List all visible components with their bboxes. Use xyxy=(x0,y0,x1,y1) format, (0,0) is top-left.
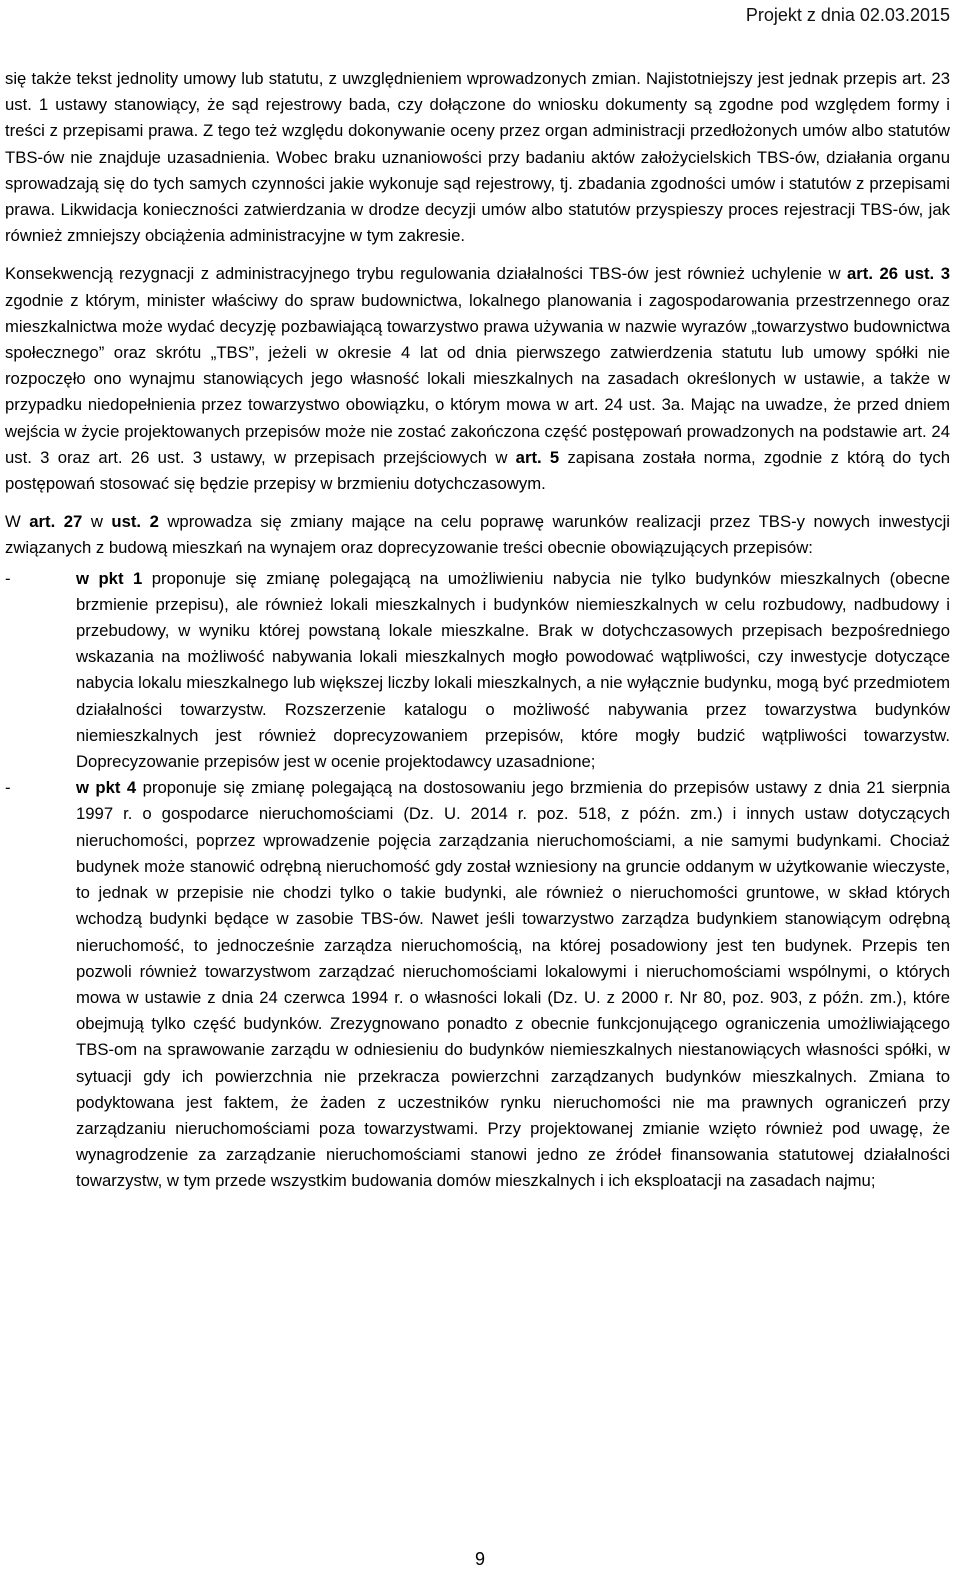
paragraph-text: zgodnie z którym, minister właściwy do spraw budownictwa, lokalnego planowania i zagospodarowania przestrzennego oraz mieszkalnictwa może wydać decyzję pozbawiającą towarzystwo prawa używania w nazwie wyrazów „towarzystwo budownictwa społecznego” oraz skrótu „TBS”, jeżeli w okresie 4 lat od dnia pierwszego zatwierdzenia statutu lub umowy spółki nie rozpoczęło ono wynajmu stanowiących jego własność lokali mieszkalnych na zasadach określonych w ustawie, a także w przypadku niedopełnienia przez towarzystwo obowiązku, o którym mowa w art. 24 ust. 3a. Mając na uwadze, że przed dniem wejścia w życie projektowanych przepisów może nie zostać zakończona część postępowań prowadzonych na podstawie art. 24 ust. 3 oraz art. 26 ust. 3 ustawy, w przepisach przejściowych w xyxy=(5,290,950,467)
paragraph-text: zapisana została norma, zgodnie z którą do tych postępowań stosować się będzie przepisy w brzmieniu dotychczasowym. xyxy=(5,447,950,494)
article-reference: art. 27 xyxy=(29,512,83,532)
article-reference: 3 xyxy=(940,264,950,284)
list-item-text: proponuje się zmianę polegającą na dostosowaniu jego brzmienia do przepisów ustawy z dnia 21 sierpnia 1997 r. o gospodarce nieruchomościami (Dz. U. 2014 r. poz. 518, z późn. zm.) i innych ustaw dotyczących nieruchomości, poprzez wprowadzenie pojęcia zarządzania nieruchomościami, a nie samymi budynkami. Chociaż budynek może stanowić odrębną nieruchomość gdy został wzniesiony na gruncie oddanym w użytkowanie wieczyste, to jednak w przepisie nie chodzi tylko o takie budynki, ale również o nieruchomości gruntowe, w skład których wchodzą budynki będące w zasobie TBS-ów. Nawet jeśli towarzystwo zarządza budynkiem stanowiącym odrębną nieruchomość, to jednocześnie zarządza nieruchomością, na której posadowiony jest ten budynek. Przepis ten pozwoli również towarzystwom zarządzać nieruchomościami lokalowymi i nieruchomościami wspólnymi, o których mowa w ustawie z dnia 24 czerwca 1994 r. o własności lokali (Dz. U. z 2000 r. Nr 80, poz. 903, z późn. zm.), które obejmują tylko część budynków. Zrezygnowano ponadto z obecnie funkcjonującego ograniczenia umożliwiającego TBS-om na sprawowanie zarządu w odniesieniu do budynków niemieszkalnych niestanowiących własności spółki, w sytuacji gdy ich powierzchnia nie przekracza powierzchni zarządzanych budynków mieszkalnych. Zmiana to podyktowana jest faktem, że żaden z uczestników rynku nieruchomości nie ma prawnych ograniczeń przy zarządzaniu nieruchomościami poza towarzystwami. Przy projektowanej zmianie wzięto również pod uwagę, że wynagrodzenie za zarządzanie nieruchomościami stanowi jedno ze źródeł finansowania statutowej działalności towarzystw, w tym przede wszystkim budowania domów mieszkalnych i ich eksploatacji na zasadach najmu; xyxy=(76,778,950,1191)
paragraph-art-27-intro xyxy=(5,509,950,561)
document-header-project-date: Projekt z dnia 02.03.2015 xyxy=(745,5,950,25)
list-item-pkt-1 xyxy=(5,566,950,776)
list-dash: - xyxy=(5,778,11,798)
list-dash: - xyxy=(5,568,11,588)
article-reference: art. 26 ust. xyxy=(847,264,935,284)
paragraph-art-26-repeal xyxy=(5,261,950,497)
list-item-label: w pkt 1 xyxy=(76,568,143,588)
document-body xyxy=(5,66,950,1195)
paragraph-text: W xyxy=(5,512,30,532)
paragraph-text: wprowadza się zmiany mające na celu poprawę warunków realizacji przez TBS-y nowych inwestycji związanych z budową mieszkań na wynajem oraz doprecyzowanie treści obecnie obowiązujących przepisów: xyxy=(5,512,950,558)
paragraph-registration-court: się także tekst jednolity umowy lub statutu, z uwzględnieniem wprowadzonych zmian. Najistotniejszy jest jednak przepis art. 23 ust. 1 ustawy stanowiący, że sąd rejestrowy bada, czy dołączone do wniosku dokumenty są zgodne pod względem formy i treści z przepisami prawa. Z tego też względu dokonywanie oceny przez organ administracji przedłożonych umów albo statutów TBS-ów nie znajduje uzasadnienia. Wobec braku uznaniowości przy badaniu aktów założycielskich TBS-ów, działania organu sprowadzają się do tych samych czynności jakie wykonuje sąd rejestrowy, tj. zbadania zgodności umów i statutów z przepisami prawa. Likwidacja konieczności zatwierdzania w drodze decyzji umów albo statutów przyspieszy proces rejestracji TBS-ów, jak również zmniejszy obciążenia administracyjne w tym zakresie. xyxy=(5,69,950,246)
list-item-pkt-4 xyxy=(5,775,950,1194)
page-number: 9 xyxy=(474,1549,485,1569)
article-reference: ust. 2 xyxy=(111,512,159,532)
paragraph-text: Konsekwencją rezygnacji z administracyjnego trybu regulowania działalności TBS-ów jest również uchylenie w xyxy=(5,264,847,284)
list-item-text: proponuje się zmianę polegającą na umożliwieniu nabycia nie tylko budynków mieszkalnych (obecne brzmienie przepisu), ale również lokali mieszkalnych i budynków niemieszkalnych w celu rozbudowy, nadbudowy i przebudowy, w wyniku której powstaną lokale mieszkalne. Brak w dotychczasowych przepisach bezpośredniego wskazania na możliwość nabywania lokali mieszkalnych mogło powodować wątpliwości, czy inwestycje dotyczące nabycia lokalu mieszkalnego lub większej liczby lokali mieszkalnych, a nie wyłącznie budynku, mogą być przedmiotem działalności towarzystw. Rozszerzenie katalogu o możliwość nabywania przez towarzystwa budynków niemieszkalnych jest również doprecyzowaniem przepisów, które mogły budzić wątpliwości towarzystw. Doprecyzowanie przepisów jest w ocenie projektodawcy uzasadnione; xyxy=(76,568,950,772)
list-item-label: w pkt 4 xyxy=(76,778,137,798)
paragraph-text: w xyxy=(82,512,112,532)
article-reference: art. 5 xyxy=(515,447,560,467)
